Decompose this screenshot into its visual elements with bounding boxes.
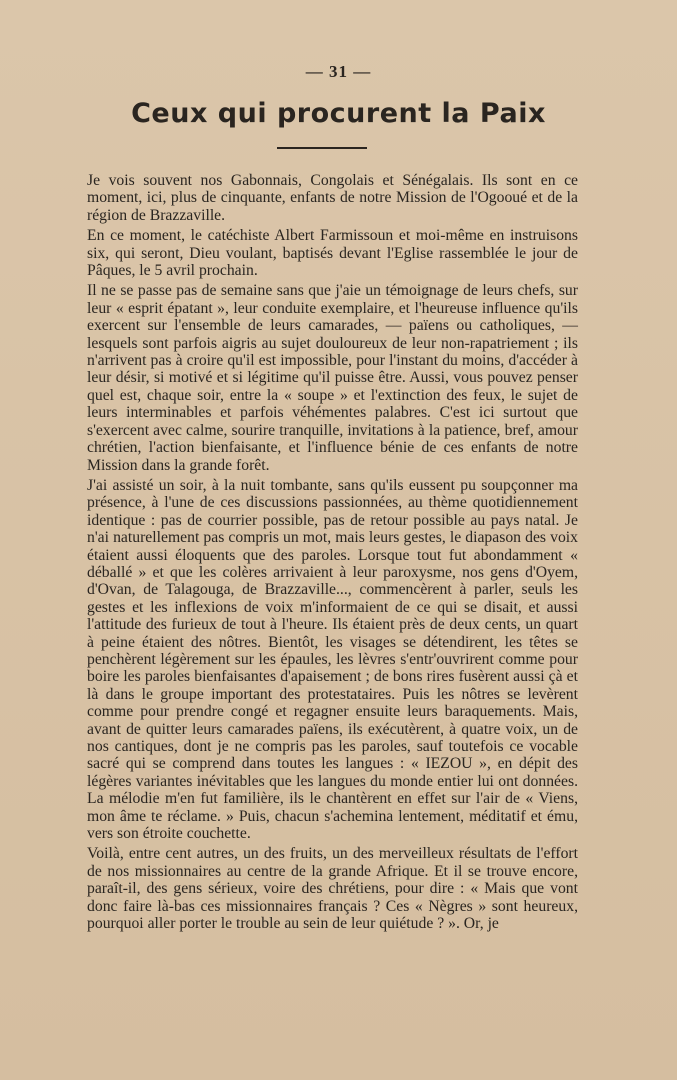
paragraph: Je vois souvent nos Gabonnais, Congolais et Sénégalais. Ils sont en ce moment, ici, plus de cinquante, enfants de notre Mission de l'Ogooué et de la région de Brazzaville.	[87, 172, 578, 224]
title-divider	[277, 147, 367, 149]
paragraph: Voilà, entre cent autres, un des fruits, un des merveilleux résultats de l'effort de nos missionnaires au centre de la grande Afrique. Et il se trouve encore, paraît-il, des gens sérieux, voire des chrétiens, pour dire : « Mais que vont donc faire là-bas ces missionnaires français ? Ces « Nègres » sont heureux, pourquoi aller porter le trouble au sein de leur quiétude ? ». Or, je	[87, 845, 578, 933]
article-body	[87, 172, 578, 932]
article-title: Ceux qui procurent la Paix	[131, 98, 546, 129]
paragraph: En ce moment, le catéchiste Albert Farmissoun et moi-même en instruisons six, qui seront, Dieu voulant, baptisés devant l'Eglise rassemblée le jour de Pâques, le 5 avril prochain.	[87, 227, 578, 280]
page-number: — 31 —	[305, 62, 372, 81]
paragraph: J'ai assisté un soir, à la nuit tombante, sans qu'ils eussent pu soupçonner ma présence, à l'une de ces discussions passionnées, au thème quotidiennement identique : pas de courrier possible, pas de retour possible au pays natal. Je n'ai naturellement pas compris un mot, mais leurs gestes, le diapason des voix étaient aussi éloquents que des paroles. Lorsque tout fut abondamment « déballé » et que les colères arrivaient à leur paroxysme, nos gens d'Oyem, d'Ovan, de Talagouga, de Brazzaville..., commencèrent à parler, seuls les gestes et les inflexions de voix m'informaient de ce qui se disait, et aussi l'attitude des furieux de tout à l'heure. Ils étaient près de deux cents, un quart à peine étaient des nôtres. Bientôt, les visages se détendirent, les têtes se penchèrent légèrement sur les épaules, les lèvres s'entr'ouvrirent comme pour boire les paroles bienfaisantes d'apaisement ; de bons rires fusèrent aussi çà et là dans le groupe important des protestataires. Puis les nôtres se levèrent comme pour prendre congé et regagner ensuite leurs baraquements. Mais, avant de quitter leurs camarades païens, ils exécutèrent, à quatre voix, un de nos cantiques, dont je ne compris pas les paroles, sauf toutefois ce vocable sacré qui se comprend dans toutes les langues : « IEZOU », en dépit des légères variantes inévitables que les langues du monde entier lui ont données. La mélodie m'en fut familière, ils le chantèrent en effet sur l'air de « Viens, mon âme te réclame. » Puis, chacun s'achemina lentement, méditatif et ému, vers son étroite couchette.	[87, 476, 578, 843]
paragraph: Il ne se passe pas de semaine sans que j'aie un témoignage de leurs chefs, sur leur « esprit épatant », leur conduite exemplaire, et l'heureuse influence qu'ils exercent sur l'ensemble de leurs camarades, — païens ou catholiques, — lesquels sont parfois aigris au sujet douloureux de leur non-rapatriement ; ils n'arrivent pas à croire qu'il est impossible, pour l'instant du moins, d'accéder à leur désir, si motivé et si légitime qu'il puisse être. Aussi, vous pouvez penser quel est, chaque soir, entre la « soupe » et l'extinction des feux, le sujet de leurs interminables et parfois véhémentes palabres. C'est ici surtout que s'exercent avec calme, sourire tranquille, invitations à la patience, bref, amour chrétien, l'action bienfaisante, et l'influence bénie de ces enfants de notre Mission dans la grande forêt.	[87, 282, 578, 474]
